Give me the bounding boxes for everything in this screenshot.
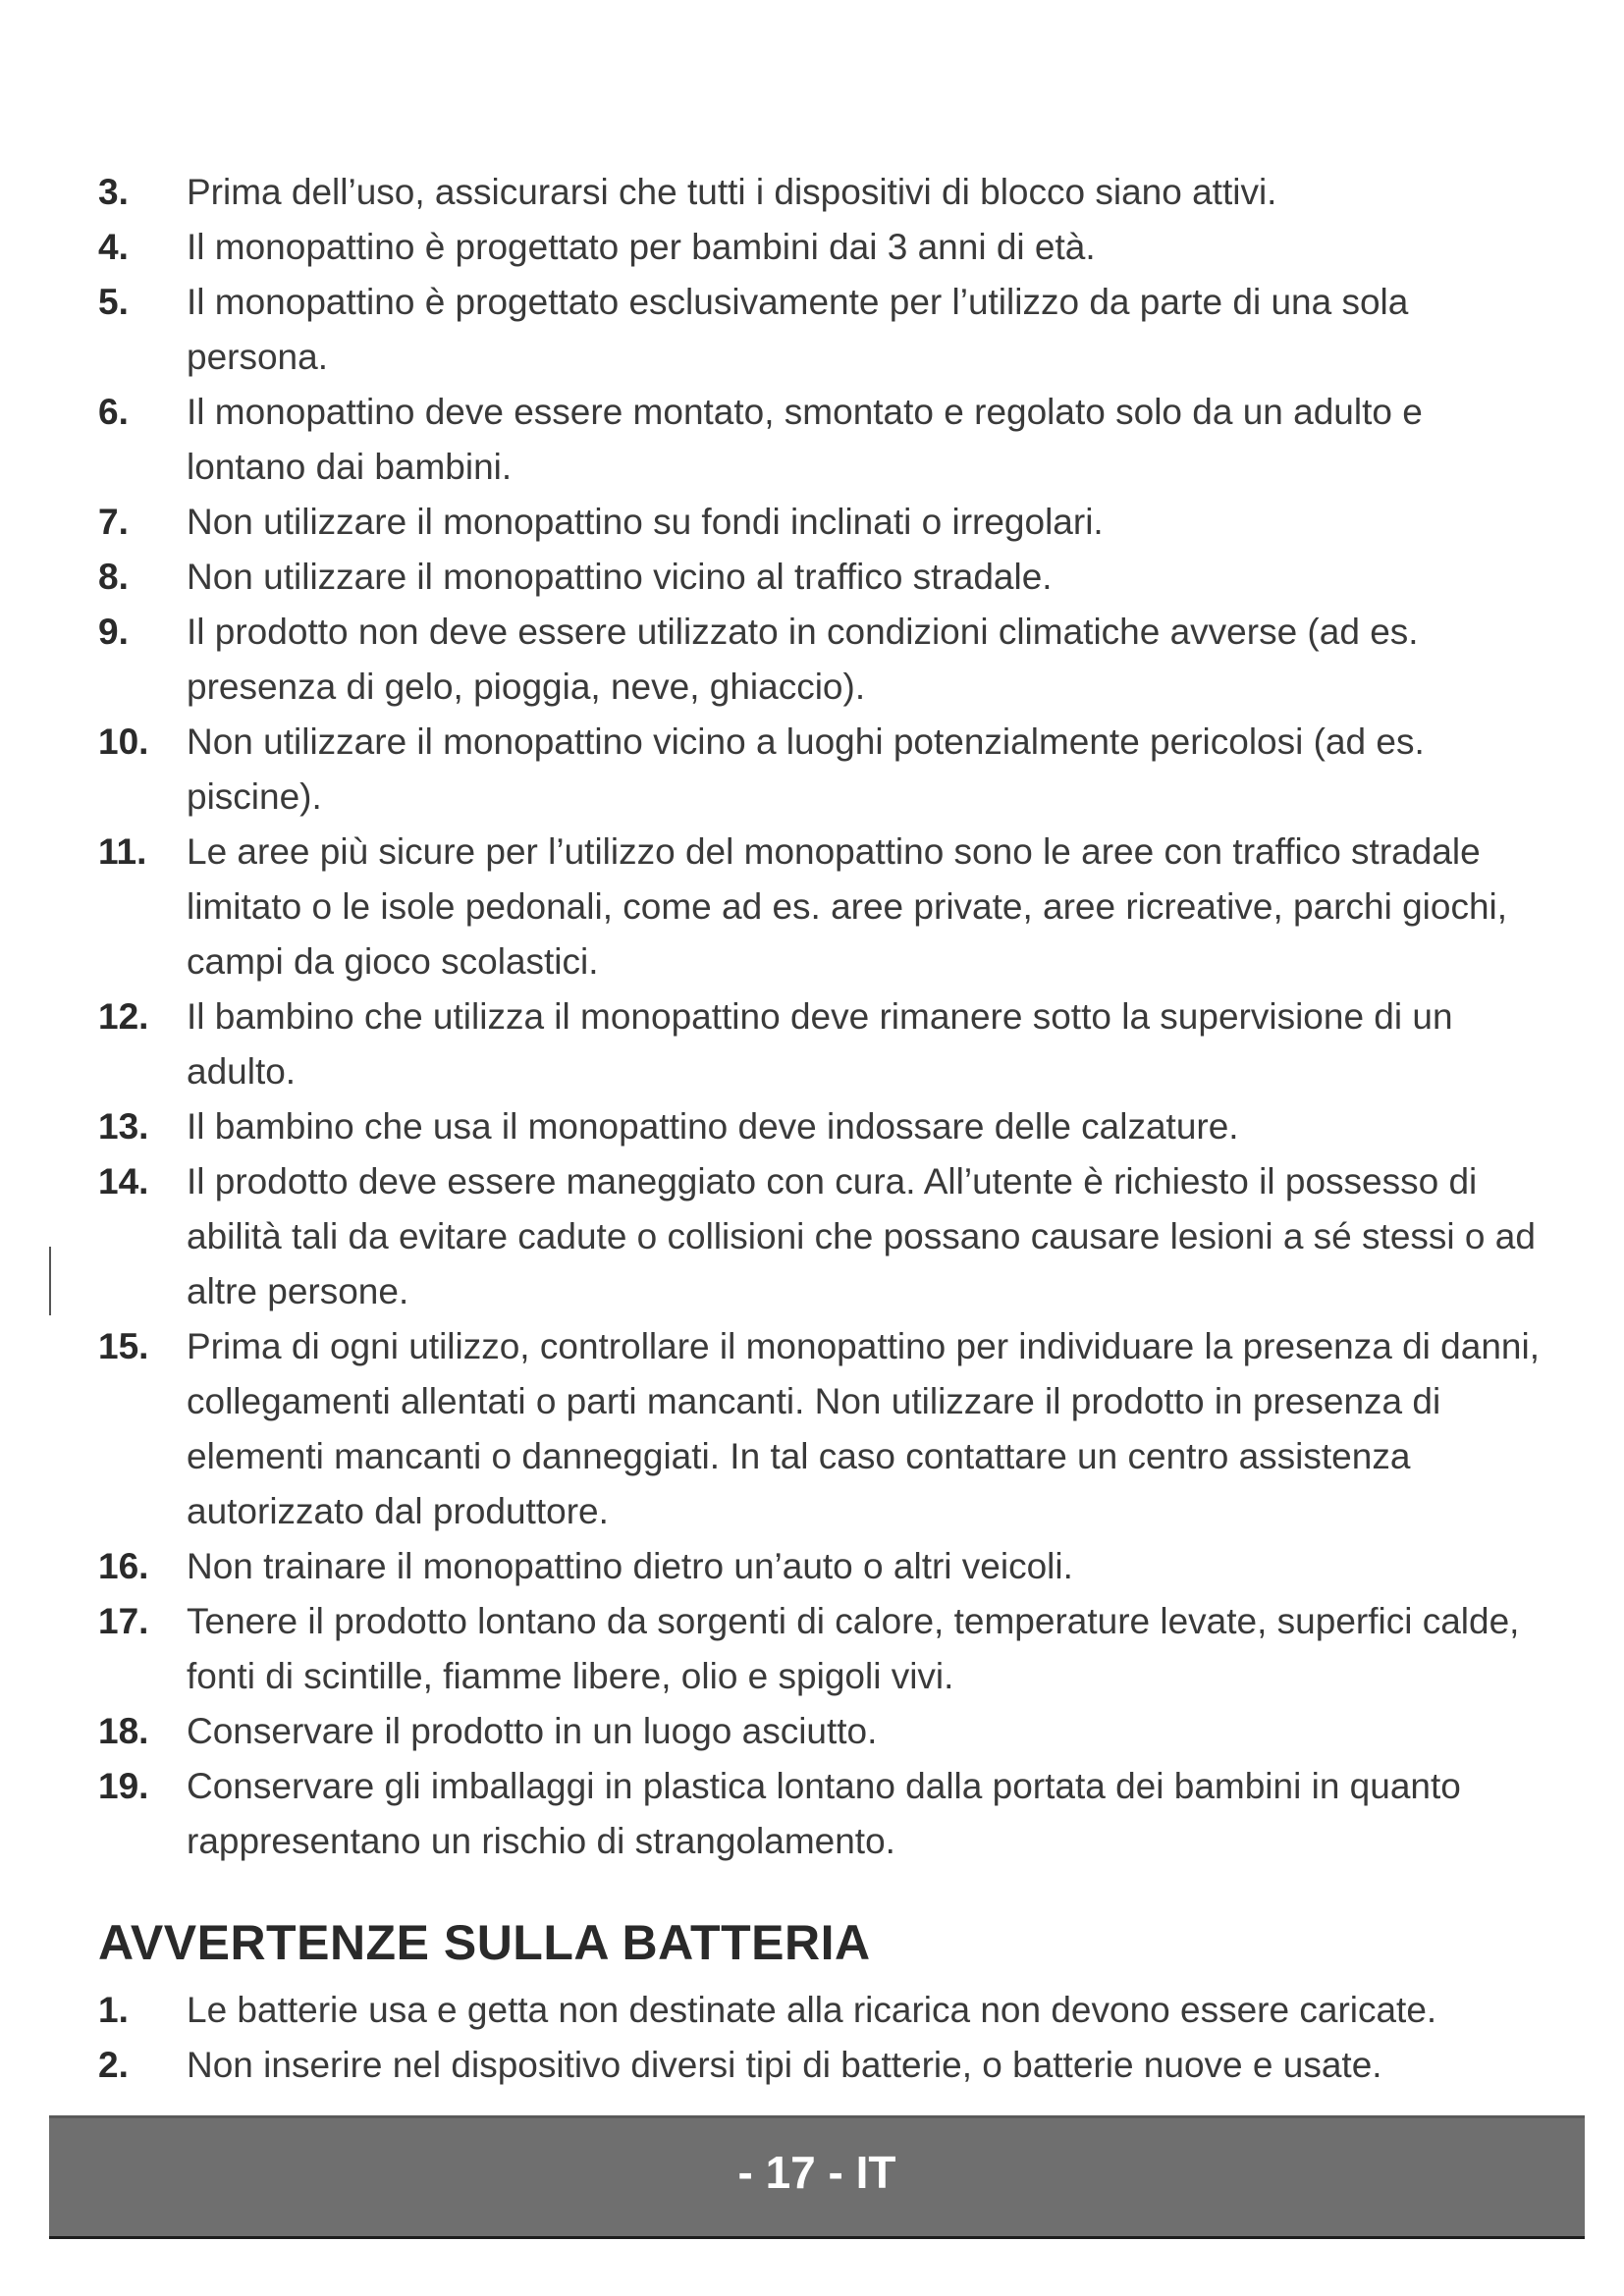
list-item [98, 2038, 1551, 2093]
item-text: Non utilizzare il monopattino su fondi inclinati o irregolari. [187, 502, 1104, 542]
list-item [98, 989, 1551, 1099]
item-number: 5. [98, 282, 129, 322]
item-text: Il bambino che utilizza il monopattino deve rimanere sotto la supervisione di un adulto. [187, 996, 1453, 1092]
list-item [98, 495, 1551, 550]
item-number: 2. [98, 2045, 129, 2085]
battery-list [98, 1983, 1551, 2093]
list-item [98, 1319, 1551, 1539]
list-item [98, 1983, 1551, 2038]
item-text: Non utilizzare il monopattino vicino al traffico stradale. [187, 557, 1053, 597]
item-number: 11. [98, 831, 147, 872]
item-number: 9. [98, 612, 129, 652]
list-item [98, 825, 1551, 989]
item-number: 3. [98, 172, 129, 212]
list-item [98, 165, 1551, 220]
item-number: 6. [98, 392, 129, 432]
item-number: 7. [98, 502, 129, 542]
list-item [98, 220, 1551, 275]
battery-warnings-heading: AVVERTENZE SULLA BATTERIA [98, 1915, 871, 1970]
item-text: Il monopattino deve essere montato, smontato e regolato solo da un adulto e lontano dai bambini. [187, 392, 1423, 487]
list-item [98, 1759, 1551, 1869]
list-item [98, 1539, 1551, 1594]
item-text: Le aree più sicure per l’utilizzo del monopattino sono le aree con traffico stradale limitato o le isole pedonali, come ad es. aree private, aree ricreative, parchi giochi, campi da gioco scolastici. [187, 831, 1508, 982]
item-number: 1. [98, 1990, 129, 2030]
list-item [98, 1594, 1551, 1704]
item-text: Il prodotto deve essere maneggiato con cura. All’utente è richiesto il possesso di abilità tali da evitare cadute o collisioni che possano causare lesioni a sé stessi o ad altre persone. [187, 1161, 1536, 1311]
item-number: 16. [98, 1546, 149, 1586]
page-number: - 17 - IT [737, 2147, 896, 2198]
item-text: Il bambino che usa il monopattino deve indossare delle calzature. [187, 1106, 1239, 1147]
list-item [98, 1704, 1551, 1759]
item-text: Prima di ogni utilizzo, controllare il monopattino per individuare la presenza di danni, collegamenti allentati o parti mancanti. Non utilizzare il prodotto in presenza di elementi mancanti o danneggiati. In tal caso contattare un centro assistenza autorizzato dal produttore. [187, 1326, 1540, 1531]
list-item [98, 550, 1551, 605]
item-number: 12. [98, 996, 149, 1037]
item-number: 17. [98, 1601, 149, 1641]
item-number: 8. [98, 557, 129, 597]
list-item [98, 275, 1551, 385]
list-item [98, 1154, 1551, 1319]
list-item [98, 1099, 1551, 1154]
list-item [98, 605, 1551, 715]
item-number: 18. [98, 1711, 149, 1751]
item-text: Non trainare il monopattino dietro un’auto o altri veicoli. [187, 1546, 1073, 1586]
item-text: Il prodotto non deve essere utilizzato in condizioni climatiche avverse (ad es. presenza di gelo, pioggia, neve, ghiaccio). [187, 612, 1419, 707]
footer-band [49, 2115, 1585, 2239]
item-text: Conservare il prodotto in un luogo asciutto. [187, 1711, 878, 1751]
item-text: Le batterie usa e getta non destinate alla ricarica non devono essere caricate. [187, 1990, 1437, 2030]
list-item [98, 385, 1551, 495]
item-number: 4. [98, 227, 129, 267]
item-text: Il monopattino è progettato esclusivamente per l’utilizzo da parte di una sola persona. [187, 282, 1409, 377]
margin-rule [49, 1247, 51, 1315]
item-number: 15. [98, 1326, 149, 1366]
safety-list [98, 165, 1551, 1869]
item-number: 19. [98, 1766, 149, 1806]
item-text: Il monopattino è progettato per bambini dai 3 anni di età. [187, 227, 1096, 267]
item-text: Tenere il prodotto lontano da sorgenti di calore, temperature levate, superfici calde, fonti di scintille, fiamme libere, olio e spigoli vivi. [187, 1601, 1520, 1696]
item-number: 10. [98, 721, 149, 762]
item-text: Non inserire nel dispositivo diversi tipi di batterie, o batterie nuove e usate. [187, 2045, 1382, 2085]
item-number: 13. [98, 1106, 149, 1147]
item-text: Non utilizzare il monopattino vicino a luoghi potenzialmente pericolosi (ad es. piscine). [187, 721, 1425, 817]
item-number: 14. [98, 1161, 149, 1201]
item-text: Conservare gli imballaggi in plastica lontano dalla portata dei bambini in quanto rappresentano un rischio di strangolamento. [187, 1766, 1461, 1861]
list-item [98, 715, 1551, 825]
item-text: Prima dell’uso, assicurarsi che tutti i dispositivi di blocco siano attivi. [187, 172, 1277, 212]
